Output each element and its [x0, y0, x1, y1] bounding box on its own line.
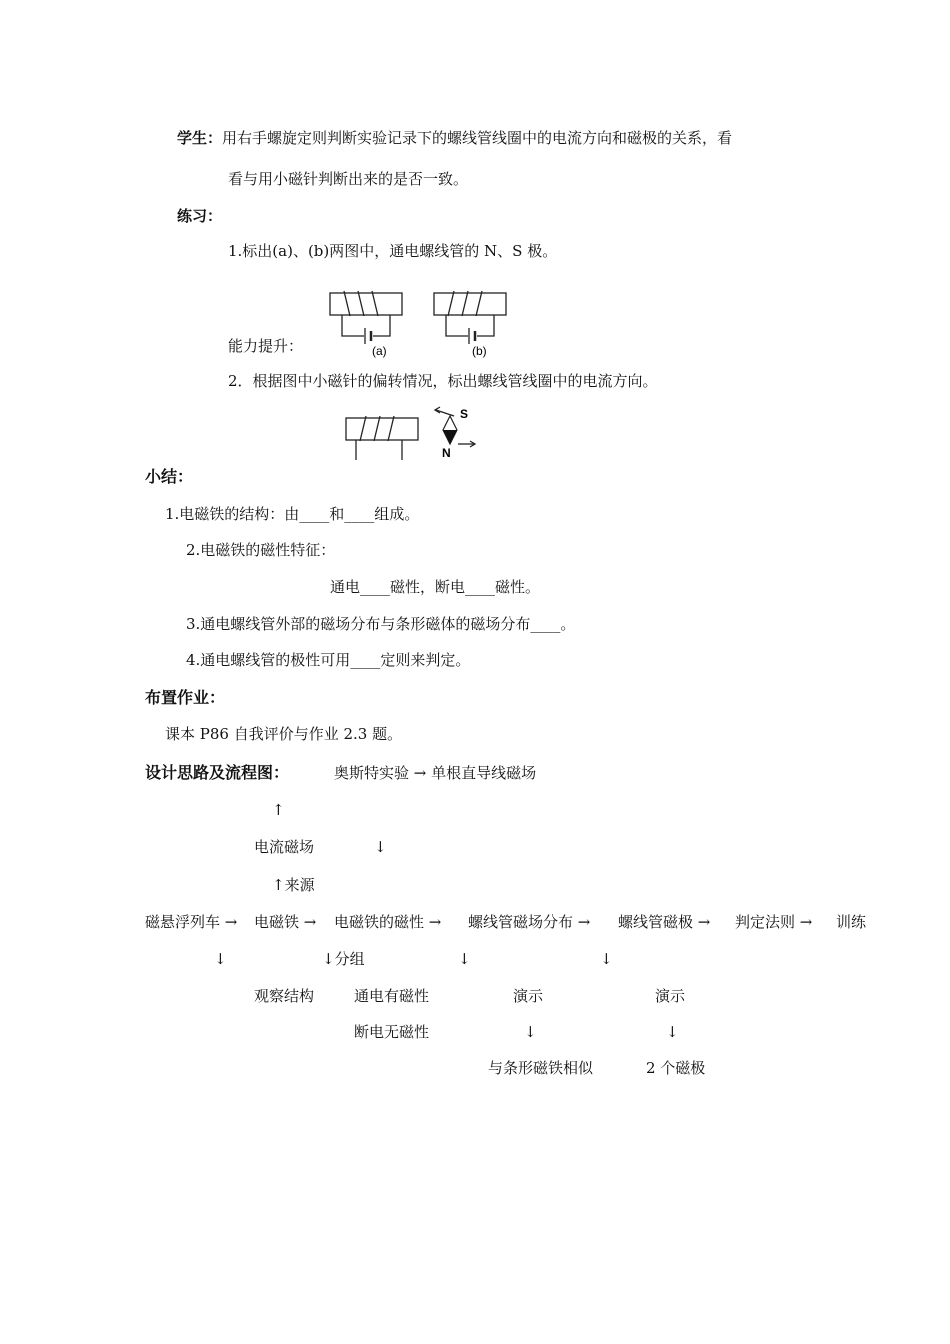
flow-off: 断电无磁性	[354, 1023, 430, 1041]
needle-n-label: N	[442, 446, 451, 460]
summary-item-1: 1.电磁铁的结构：由____和____组成。	[165, 505, 420, 523]
flow-arrow-2: ↓分组	[322, 950, 365, 968]
flow-arrow-4: ↓	[600, 950, 613, 968]
flow-on: 通电有磁性	[354, 987, 430, 1005]
homework-text: 课本 P86 自我评价与作业 2.3 题。	[165, 725, 403, 743]
student-label: 学生：	[177, 129, 223, 147]
practice-q2: 2．根据图中小磁针的偏转情况，标出螺线管线圈中的电流方向。	[228, 372, 658, 390]
flow-current-field: 电流磁场	[254, 838, 315, 856]
flow-node-rule: 判定法则 →	[735, 913, 813, 931]
solenoid-needle-figure	[340, 404, 490, 466]
flow-arrow-3: ↓	[458, 950, 471, 968]
flow-up-arrow: ↑	[272, 801, 285, 819]
flow-similar: 与条形磁铁相似	[488, 1059, 594, 1077]
solenoid-figures	[320, 288, 510, 360]
flow-node-electromagnet: 电磁铁 →	[254, 913, 317, 931]
flow-node-maglev: 磁悬浮列车 →	[145, 913, 238, 931]
flow-demo-1: 演示	[513, 987, 544, 1005]
flow-demo-2-arrow: ↓	[666, 1023, 679, 1041]
design-title: 设计思路及流程图：	[145, 763, 290, 782]
fig-b-label: (b)	[472, 344, 487, 358]
flow-node-poles: 螺线管磁极 →	[618, 913, 711, 931]
summary-item-4: 4.通电螺线管的极性可用____定则来判定。	[186, 651, 471, 669]
flow-source: ↑来源	[272, 876, 315, 894]
student-line2: 看与用小磁针判断出来的是否一致。	[228, 170, 469, 188]
summary-item-3: 3.通电螺线管外部的磁场分布与条形磁体的磁场分布____。	[186, 615, 576, 633]
summary-title: 小结：	[145, 467, 194, 486]
ability-label: 能力提升：	[228, 337, 304, 355]
flow-node-magnetism: 电磁铁的磁性 →	[334, 913, 442, 931]
solenoid-b-core	[434, 293, 506, 315]
summary-item-2: 2.电磁铁的磁性特征：	[186, 541, 336, 559]
flow-two-poles: 2 个磁极	[646, 1059, 706, 1077]
flow-observe: 观察结构	[254, 987, 315, 1005]
student-line1: 用右手螺旋定则判断实验记录下的螺线管线圈中的电流方向和磁极的关系，看	[222, 129, 733, 147]
practice-q1: 1.标出(a)、(b)两图中，通电螺线管的 N、S 极。	[228, 242, 558, 260]
flow-node-training: 训练	[836, 913, 867, 931]
flow-demo-2: 演示	[655, 987, 686, 1005]
needle-s-label: S	[460, 407, 469, 421]
compass-needle-south	[443, 430, 457, 444]
flow-demo-1-arrow: ↓	[524, 1023, 537, 1041]
flow-arrow-1: ↓	[214, 950, 227, 968]
student-paragraph	[177, 128, 732, 148]
flow-node-field-distribution: 螺线管磁场分布 →	[468, 913, 591, 931]
flow-top: 奥斯特实验 → 单根直导线磁场	[334, 764, 537, 782]
practice-label: 练习：	[177, 207, 223, 225]
flow-down-arrow: ↓	[374, 838, 387, 856]
homework-title: 布置作业：	[145, 688, 226, 707]
fig-a-label: (a)	[372, 344, 387, 358]
solenoid-a-core	[330, 293, 402, 315]
summary-item-2b: 通电____磁性，断电____磁性。	[330, 578, 541, 596]
